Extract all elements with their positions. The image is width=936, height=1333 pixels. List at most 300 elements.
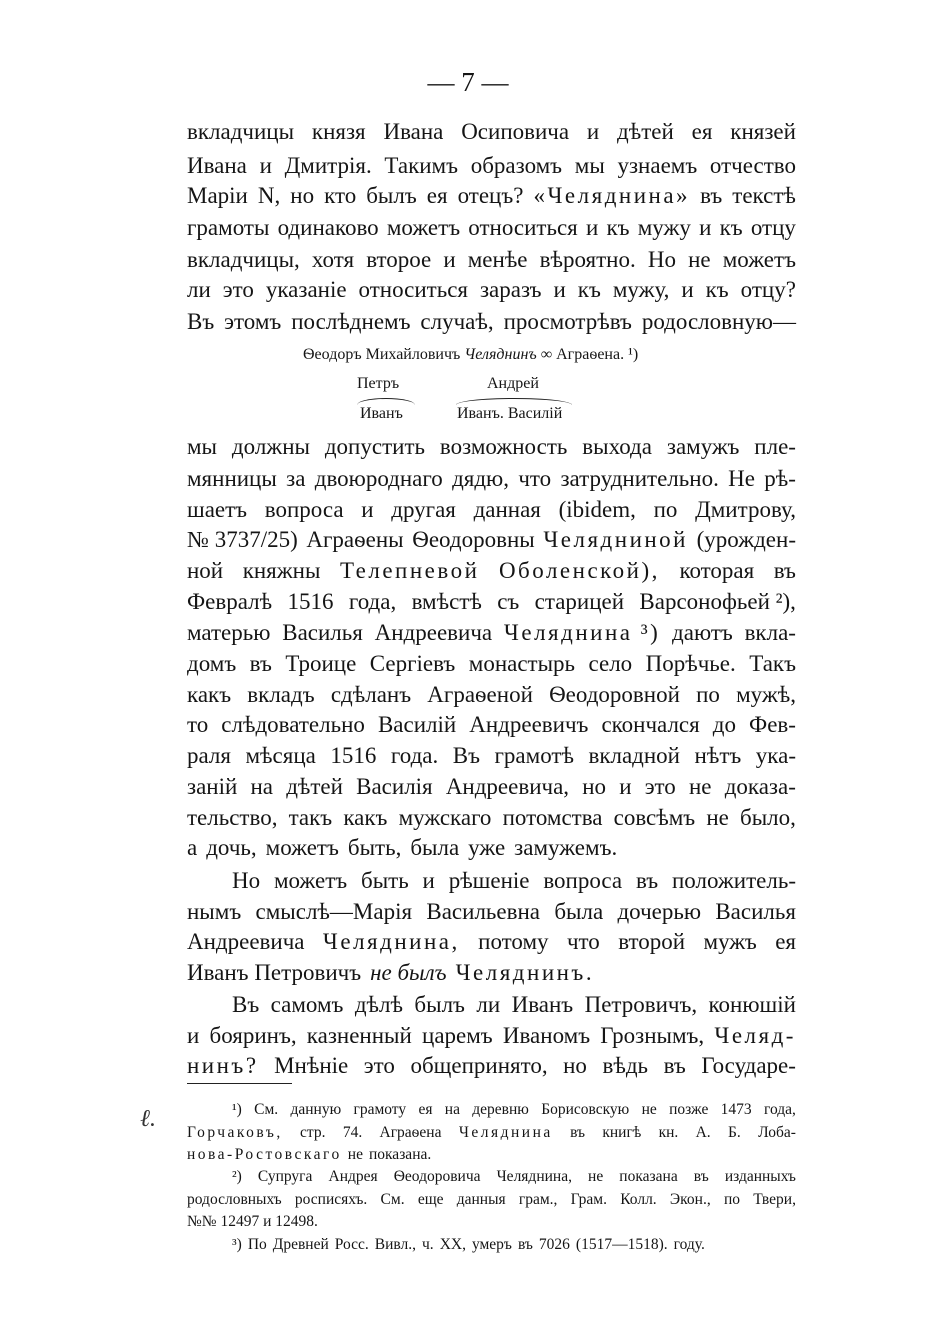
word: двоюроднаго <box>314 466 443 491</box>
word: Петровичъ, <box>584 992 698 1017</box>
word: а <box>187 835 198 860</box>
word: что <box>566 929 600 954</box>
word: См. <box>380 1191 405 1208</box>
word: самомъ <box>270 992 344 1017</box>
word: ³) <box>232 1236 242 1253</box>
word: указаніе <box>265 277 347 302</box>
word: Ивана <box>187 153 247 178</box>
text-line <box>187 431 796 463</box>
word: Василья <box>282 620 363 645</box>
word: ли <box>187 277 211 302</box>
footnote-1-line <box>187 1121 796 1145</box>
word: Иванъ <box>511 992 574 1017</box>
word: Въ <box>232 992 260 1017</box>
word: это <box>363 1053 395 1078</box>
word: Но <box>232 868 261 893</box>
word: въ <box>570 1124 586 1141</box>
word: Андреевичъ <box>469 712 589 737</box>
word: Такимъ <box>384 153 459 178</box>
word: Древней <box>272 1236 329 1253</box>
word: дѣтей <box>617 119 674 144</box>
word: дядю, <box>452 466 509 491</box>
genealogy-root-surname: Челяднинъ <box>464 346 537 363</box>
word: Сергіевъ <box>369 651 456 676</box>
word: до <box>712 712 736 737</box>
word: и <box>553 277 566 302</box>
word: по <box>723 1191 740 1208</box>
word: Февралѣ <box>187 589 273 614</box>
word: Аграѳеной <box>427 682 533 707</box>
word: мянницы <box>187 466 277 491</box>
word: Но <box>647 247 676 272</box>
footnote-2-line <box>232 1165 796 1189</box>
word: смыслѣ—Марія <box>255 899 413 924</box>
word: ной <box>187 558 224 583</box>
word: съ <box>497 589 520 614</box>
word: нѣтъ <box>694 743 742 768</box>
word: княжны <box>242 558 321 583</box>
word: мужъ <box>703 929 757 954</box>
text-line <box>187 180 796 212</box>
word: образомъ <box>470 153 563 178</box>
word: князя <box>311 119 366 144</box>
word: старицей <box>534 589 625 614</box>
word: шаетъ <box>187 497 248 522</box>
word: была <box>554 899 604 924</box>
word: Василья <box>715 899 796 924</box>
word: Ивана <box>383 119 444 144</box>
word: Челяднина <box>458 1124 553 1141</box>
word: грамоту <box>353 1101 407 1118</box>
text-line <box>187 1050 796 1082</box>
word: Государе- <box>701 1053 796 1078</box>
word: потомства <box>502 805 603 830</box>
word: домъ <box>187 651 237 676</box>
spaced-name: Челяднинъ. <box>455 960 595 985</box>
word: тельство, <box>187 805 278 830</box>
word: мужу <box>637 215 691 240</box>
word: рѣ- <box>764 466 796 491</box>
word: дѣтей <box>286 774 343 799</box>
word: деревню <box>472 1101 529 1118</box>
word: умеръ <box>471 1236 512 1253</box>
word: данныя <box>456 1191 506 1208</box>
word: года, <box>348 589 397 614</box>
word: затруднительно. <box>560 466 719 491</box>
text-line <box>187 212 796 244</box>
word: мужу, <box>612 277 670 302</box>
word: царемъ <box>422 1023 493 1048</box>
text-line <box>187 524 796 556</box>
word: общепринято, <box>410 1053 548 1078</box>
word: къ <box>719 215 743 240</box>
word: въ <box>663 1053 686 1078</box>
word: другая <box>391 497 456 522</box>
word: Супруга <box>257 1168 313 1185</box>
word: можетъ <box>273 868 348 893</box>
word: Андреевича, <box>445 774 570 799</box>
footnote-1-line <box>187 1143 796 1167</box>
word: и <box>443 247 456 272</box>
word: Дмитрія. <box>284 153 372 178</box>
word: и <box>619 774 632 799</box>
text-line <box>187 306 796 338</box>
word: книгѣ <box>602 1124 642 1141</box>
word: то <box>187 712 209 737</box>
word: ли <box>476 992 501 1017</box>
word: Иваномъ <box>502 1023 591 1048</box>
text-line <box>187 771 796 803</box>
word: какъ <box>187 682 232 707</box>
word: мы <box>187 434 218 459</box>
word: Васильевна <box>426 899 540 924</box>
word: мужскаго <box>398 805 492 830</box>
word: вкла- <box>744 620 796 645</box>
word: послѣднемъ <box>291 309 411 334</box>
text-line <box>187 1020 796 1052</box>
word: въ <box>693 1168 709 1185</box>
word: N, <box>257 183 281 208</box>
word: Грознымъ, <box>600 1023 705 1048</box>
word: быть, <box>347 835 402 860</box>
word: на <box>250 774 274 799</box>
word: Троице <box>285 651 357 676</box>
word: ч. <box>422 1236 434 1253</box>
text-line <box>187 116 796 148</box>
word: кто <box>324 183 357 208</box>
word: вопроса <box>264 497 344 522</box>
word: вкладъ <box>247 682 315 707</box>
word: росписяхъ. <box>294 1191 368 1208</box>
word: вкладчицы, <box>187 247 300 272</box>
word: Оболенской), <box>498 558 660 583</box>
word: Порѣчье. <box>645 651 736 676</box>
word: Б. <box>727 1124 741 1141</box>
word: можетъ <box>386 215 461 240</box>
footnote-2-line <box>187 1210 796 1234</box>
text-line <box>187 274 796 306</box>
word: и <box>586 119 600 144</box>
word: былъ <box>366 183 417 208</box>
text-line <box>187 679 796 711</box>
word: доказа- <box>724 774 796 799</box>
word: но <box>290 183 315 208</box>
word: которая <box>679 558 755 583</box>
word: даютъ <box>672 620 733 645</box>
text-line <box>187 926 796 958</box>
word: не <box>688 774 712 799</box>
word: Челяднина ³) <box>503 620 661 645</box>
word: Челяднина, <box>322 929 460 954</box>
word: (урожден- <box>696 527 796 552</box>
word: не <box>347 1146 363 1163</box>
word: замужемъ. <box>514 835 618 860</box>
word: Андреевича <box>187 929 305 954</box>
word: и <box>187 1023 200 1048</box>
word: относиться <box>358 277 469 302</box>
word: слѣдовательно <box>221 712 365 737</box>
word: ея <box>418 1101 433 1118</box>
word: выхода <box>582 434 652 459</box>
word: данную <box>290 1101 342 1118</box>
word: скончался <box>601 712 700 737</box>
handwritten-margin-mark: ℓ. <box>140 1106 156 1132</box>
word: хотя <box>311 247 355 272</box>
word: просмотрѣвъ <box>503 309 632 334</box>
word: конюшій <box>708 992 796 1017</box>
word: одинаково <box>277 215 379 240</box>
word: Телепневой <box>339 558 480 583</box>
word: изданныхъ <box>724 1168 796 1185</box>
word: Экон., <box>669 1191 711 1208</box>
word: заній <box>187 774 238 799</box>
word: это <box>222 277 254 302</box>
word: Осиповича <box>461 119 570 144</box>
word: ея <box>775 929 796 954</box>
text-line <box>187 709 796 741</box>
text-line <box>187 648 796 680</box>
word: Колл. <box>620 1191 657 1208</box>
text-line <box>187 463 796 495</box>
word: Аграѳены <box>306 527 404 552</box>
word: Челяднина, <box>496 1168 572 1185</box>
word: родословную— <box>641 309 796 334</box>
word: отчество <box>709 153 796 178</box>
word: въ <box>700 183 723 208</box>
page-number: — 7 — <box>427 67 509 97</box>
word: XX, <box>439 1236 466 1253</box>
word: Росс. <box>334 1236 369 1253</box>
word: «Челяднина» <box>533 183 691 208</box>
word: но <box>582 774 607 799</box>
word: пле- <box>754 434 796 459</box>
word: мужѣ, <box>736 682 796 707</box>
word: текстѣ <box>732 183 796 208</box>
word: замужъ <box>666 434 740 459</box>
word: Ѳеодоровны <box>412 527 535 552</box>
word: въ <box>517 1236 533 1253</box>
word: князей <box>730 119 796 144</box>
word: 7026 <box>538 1236 570 1253</box>
word: бояринъ, <box>209 1023 297 1048</box>
word: вкладчицы <box>187 119 295 144</box>
text-line <box>187 494 796 526</box>
word: года. <box>390 743 439 768</box>
word: матерью <box>187 620 271 645</box>
text-line <box>187 244 796 276</box>
word: Вивл., <box>374 1236 417 1253</box>
text-line <box>187 957 796 989</box>
word: вкладной <box>588 743 680 768</box>
genealogy-son-petr: Петръ <box>357 375 400 392</box>
word: ея <box>426 183 448 208</box>
word: 1516 <box>330 743 377 768</box>
paragraph-first-line <box>232 865 796 897</box>
word: дочерью <box>617 899 702 924</box>
word: относиться <box>468 215 578 240</box>
word: Ѳеодоровной <box>549 682 680 707</box>
word: потому <box>478 929 549 954</box>
word: стр. <box>300 1124 326 1141</box>
text-line <box>187 555 796 587</box>
text-line <box>187 617 796 649</box>
word: была <box>410 835 460 860</box>
footnote-2-line <box>187 1188 796 1212</box>
word: монастырь <box>468 651 576 676</box>
word: заразъ <box>479 277 542 302</box>
word: былъ <box>414 992 465 1017</box>
word: нова-Ростовскаго <box>187 1146 342 1163</box>
word: Маріи <box>187 183 248 208</box>
word: но <box>563 1053 587 1078</box>
word: не <box>706 805 729 830</box>
genealogy-root <box>303 345 638 365</box>
word: Дмитрову, <box>695 497 796 522</box>
word: это <box>644 774 676 799</box>
word: второй <box>618 929 686 954</box>
word: Андреевича <box>374 620 493 645</box>
word: сдѣланъ <box>330 682 412 707</box>
word: Твери, <box>753 1191 796 1208</box>
genealogy-root-name: Ѳеодоръ Михайловичъ <box>303 346 461 363</box>
word: грамотѣ <box>494 743 574 768</box>
word: грам., <box>518 1191 558 1208</box>
word: вѣдь <box>602 1053 649 1078</box>
genealogy-grandsons-ivan-vasily: Иванъ. Василій <box>457 405 563 422</box>
word: не <box>641 1101 657 1118</box>
word: нымъ <box>187 899 242 924</box>
word: за <box>286 466 306 491</box>
word: года, <box>763 1101 796 1118</box>
word: можетъ <box>722 247 796 272</box>
word: году. <box>673 1236 705 1253</box>
word: (ibidem, <box>558 497 636 522</box>
word: не <box>588 1168 604 1185</box>
word: ¹) <box>232 1101 242 1118</box>
word: должны <box>231 434 310 459</box>
word: Варсонофьей ²), <box>639 589 796 614</box>
word: показана <box>619 1168 678 1185</box>
paragraph-first-line <box>232 989 796 1021</box>
word: что <box>518 466 552 491</box>
word: Въ <box>187 309 215 334</box>
word: №№ 12497 и 12498. <box>187 1213 318 1230</box>
word: и <box>699 215 712 240</box>
word: Такъ <box>749 651 796 676</box>
word: 1473 <box>720 1101 752 1118</box>
word: допустить <box>324 434 425 459</box>
word: кн. <box>658 1124 679 1141</box>
footnote-rule <box>187 1083 292 1084</box>
word: не <box>688 247 711 272</box>
footnote-1-line <box>232 1098 796 1122</box>
word: вѣроятно. <box>539 247 636 272</box>
word: второе <box>366 247 432 272</box>
word: такъ <box>288 805 333 830</box>
word: Лоба- <box>758 1124 796 1141</box>
word: А. <box>695 1124 711 1141</box>
text-line <box>187 896 796 928</box>
word: Борисовскую <box>541 1101 630 1118</box>
word: возможность <box>439 434 568 459</box>
word: показана. <box>368 1146 432 1163</box>
word: мѣсяца <box>245 743 316 768</box>
word: Аграѳена <box>379 1124 442 1141</box>
word: еще <box>417 1191 444 1208</box>
word: по <box>696 682 720 707</box>
genealogy-root-spouse: ∞ Аграѳена. ¹) <box>540 346 639 363</box>
word: дочь, <box>206 835 257 860</box>
word: къ <box>606 215 630 240</box>
word: раля <box>187 743 231 768</box>
text-line <box>187 802 796 834</box>
word: № 3737/25) <box>187 527 298 552</box>
text-run: Иванъ Петровичъ <box>187 960 362 985</box>
text-line <box>187 586 796 618</box>
word: село <box>588 651 633 676</box>
text-line <box>187 150 796 182</box>
word: менѣе <box>467 247 528 272</box>
word: отцу <box>750 215 796 240</box>
word: рѣшеніе <box>448 868 530 893</box>
word: грамоты <box>187 215 270 240</box>
word: было, <box>740 805 796 830</box>
word: быть <box>361 868 409 893</box>
word: См. <box>254 1101 279 1118</box>
word: позже <box>669 1101 709 1118</box>
word: По <box>247 1236 267 1253</box>
genealogy-grandson-ivan: Иванъ <box>360 405 403 422</box>
word: Не <box>728 466 755 491</box>
word: 1516 <box>287 589 334 614</box>
italic-text: не былъ <box>370 960 447 985</box>
word: какъ <box>343 805 388 830</box>
word: вмѣстѣ <box>411 589 482 614</box>
word: и <box>585 215 599 240</box>
word: нинъ? <box>187 1053 259 1078</box>
word: и <box>361 497 374 522</box>
word: къ <box>705 277 729 302</box>
word: этомъ <box>224 309 282 334</box>
word: отецъ? <box>457 183 524 208</box>
word: (1517—1518). <box>575 1236 668 1253</box>
word: совсѣмъ <box>613 805 696 830</box>
word: по <box>653 497 678 522</box>
word: отцу? <box>740 277 796 302</box>
word: 74. <box>342 1124 363 1141</box>
word: Андрея <box>328 1168 378 1185</box>
genealogy-son-andrei: Андрей <box>487 375 539 392</box>
word: Фев- <box>749 712 796 737</box>
word: въ <box>249 651 272 676</box>
word: ука- <box>755 743 796 768</box>
word: Челяд- <box>714 1023 796 1048</box>
word: дѣлѣ <box>354 992 403 1017</box>
text-line <box>187 832 796 864</box>
word: и <box>259 153 272 178</box>
word: Челядниной <box>543 527 688 552</box>
word: и <box>681 277 694 302</box>
text-line <box>187 740 796 772</box>
word: случаѣ, <box>420 309 494 334</box>
word: родословныхъ <box>187 1191 282 1208</box>
word: узнаемъ <box>617 153 698 178</box>
footnote-3-line <box>232 1233 796 1257</box>
word: положитель- <box>671 868 796 893</box>
word: уже <box>468 835 506 860</box>
word: Василій <box>377 712 457 737</box>
word: можетъ <box>265 835 339 860</box>
